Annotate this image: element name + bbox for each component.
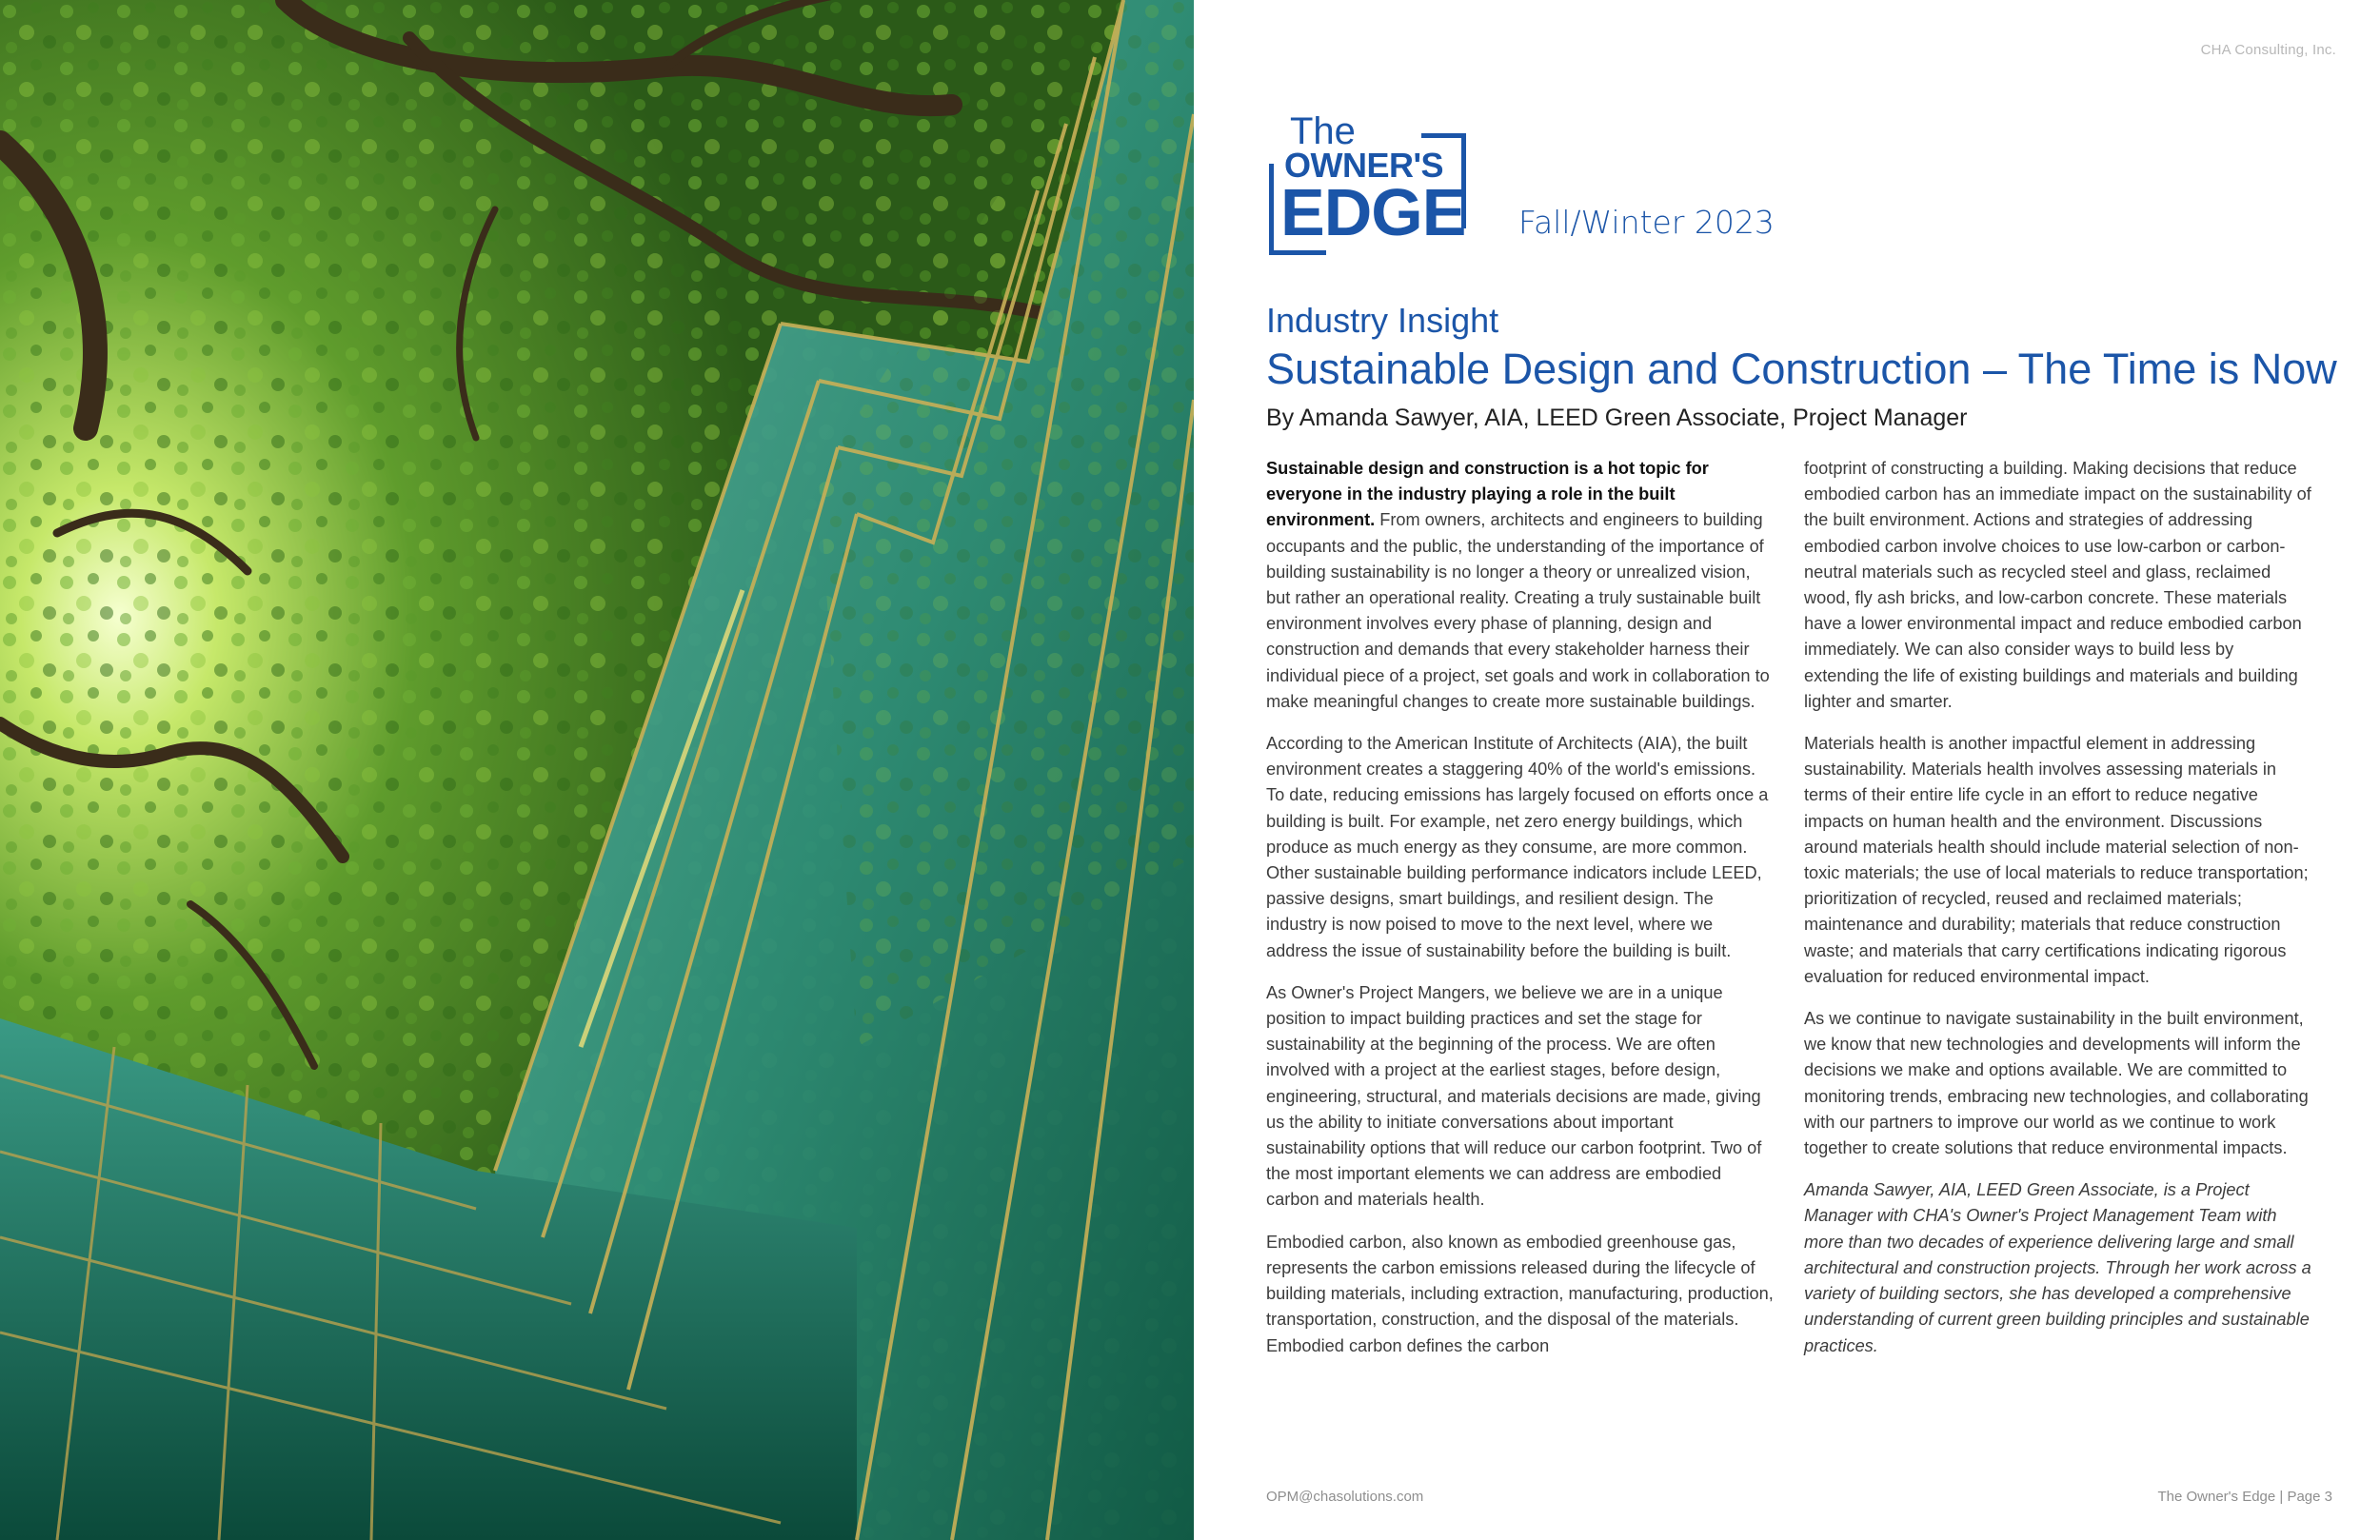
- logo-bracket: [1421, 133, 1466, 138]
- article-column-left: [1266, 456, 1775, 1375]
- paragraph: According to the American Institute of Architects (AIA), the built environment creates a staggering 40% of the world's emissions. To date, reducing emissions has largely focused on efforts once a building is built. For example, net zero energy buildings, which produce as much energy as they consume, are more common. Other sustainable building performance indicators include LEED, passive designs, smart buildings, and resilient design. The industry is now poised to move to the next level, where we address the issue of sustainability before the building is built.: [1266, 734, 1769, 960]
- article-page: [1194, 0, 2380, 1540]
- paragraph: As Owner's Project Mangers, we believe we are in a unique position to impact building practices and set the stage for sustainability at the beginning of the process. We are often involved with a project at the earliest stages, before design, engineering, structural, and materials decisions are made, giving us the ability to initiate conversations about important sustainability options that will reduce our carbon footprint. Two of the most important elements we can address are embodied carbon and materials health.: [1266, 982, 1762, 1210]
- section-kicker: Industry Insight: [1266, 301, 1499, 340]
- paragraph-text: From owners, architects and engineers to building occupants and the public, the understanding of the importance of building sustainability is no longer a theory or unrealized vision, but rather an operational reality. Creating a truly sustainable built environment involves every phase of planning, design and construction and demands that every stakeholder harness their individual piece of a project, set goals and work in collaboration to make meaningful changes to create more sustainable buildings.: [1266, 510, 1770, 711]
- company-name: CHA Consulting, Inc.: [2200, 42, 2336, 58]
- paragraph: footprint of constructing a building. Making decisions that reduce embodied carbon has an immediate impact on the sustainability of the built environment. Actions and strategies of addressing embodied carbon involve choices to use low-carbon or carbon-neutral materials such as recycled steel and glass, reclaimed wood, fly ash bricks, and low-carbon concrete. These materials have a lower environmental impact and reduce embodied carbon immediately. We can also consider ways to build less by extending the life of existing buildings and materials and building lighter and smarter.: [1804, 459, 2311, 711]
- owners-edge-logo: [1269, 112, 1478, 257]
- logo-owners: OWNER'S: [1284, 146, 1444, 185]
- paragraph: As we continue to navigate sustainability in the built environment, we know that new technologies and developments will inform the decisions we make and options available. We are committed to monitoring trends, embracing new technologies, and collaborating with our partners to improve our world as we continue to work together to create solutions that reduce environmental impacts.: [1804, 1009, 2309, 1158]
- issue-date: Fall/Winter 2023: [1518, 204, 1775, 241]
- logo-bracket: [1269, 250, 1326, 255]
- article-title: Sustainable Design and Construction – The Time is Now: [1266, 345, 2337, 393]
- paragraph: Embodied carbon, also known as embodied greenhouse gas, represents the carbon emissions released during the lifecycle of building materials, including extraction, manufacturing, production, transportation, construction, and the disposal of the materials. Embodied carbon defines the carbon: [1266, 1232, 1774, 1355]
- paragraph: Materials health is another impactful element in addressing sustainability. Materials health involves assessing materials in terms of their entire life cycle in an effort to reduce negative impacts on human health and the environment. Discussions around materials health should include material selection of non-toxic materials; the use of local materials to reduce transportation; prioritization of recycled, reused and reclaimed materials; maintenance and durability; materials that reduce construction waste; and materials that carry certifications indicating rigorous evaluation for reduced environmental impact.: [1804, 734, 2309, 986]
- footer-page-number: The Owner's Edge | Page 3: [2157, 1489, 2332, 1505]
- logo-bracket: [1269, 164, 1274, 255]
- lead-sentence: Sustainable design and construction is a hot topic for everyone in the industry playing a role in the built environment.: [1266, 459, 1709, 530]
- author-bio: Amanda Sawyer, AIA, LEED Green Associate, is a Project Manager with CHA's Owner's Project Management Team with more than two decades of experience delivering large and small architectural and construction projects. Through her work across a variety of building sectors, she has developed a comprehensive understanding of current green building principles and sustainable practices.: [1804, 1180, 2311, 1355]
- logo-edge: EDGE: [1280, 175, 1466, 249]
- article-column-right: [1804, 456, 2313, 1375]
- footer-email: OPM@chasolutions.com: [1266, 1489, 1424, 1505]
- article-byline: By Amanda Sawyer, AIA, LEED Green Associate, Project Manager: [1266, 405, 1968, 431]
- paragraph: [1266, 456, 1775, 715]
- logo-the: The: [1290, 110, 1356, 152]
